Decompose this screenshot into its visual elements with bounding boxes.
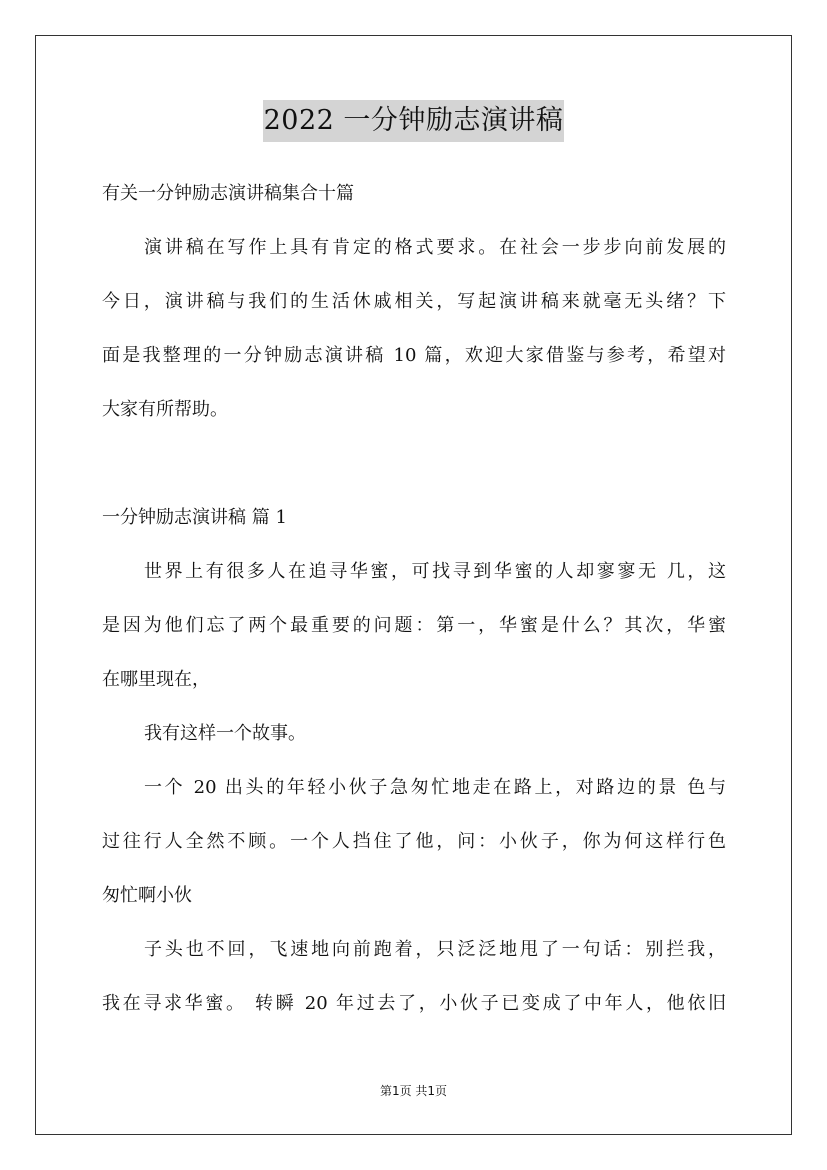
paragraph3-line-1: 一个 20 出头的年轻小伙子急匆忙地走在路上，对路边的景 色与	[144, 777, 726, 798]
document-title: 2022 一分钟励志演讲稿	[263, 100, 565, 142]
intro-line-2: 今日，演讲稿与我们的生活休戚相关，写起演讲稿来就毫无头绪？下	[102, 291, 726, 312]
page-number: 第1页 共1页	[379, 1084, 448, 1098]
paragraph1-line-3: 在哪里现在，	[102, 669, 210, 690]
paragraph1-line-1: 世界上有很多人在追寻华蜜，可找寻到华蜜的人却寥寥无 几，这	[144, 561, 726, 582]
paragraph2: 我有这样一个故事。	[144, 723, 306, 744]
intro-line-3: 面是我整理的一分钟励志演讲稿 10 篇，欢迎大家借鉴与参考，希望对	[102, 345, 726, 366]
intro-line-1: 演讲稿在写作上具有肯定的格式要求。在社会一步步向前发展的	[144, 237, 726, 258]
paragraph4-line-2: 我在寻求华蜜。 转瞬 20 年过去了，小伙子已变成了中年人，他依旧	[102, 993, 726, 1014]
document-title-wrap	[0, 100, 827, 142]
paragraph1-line-2: 是因为他们忘了两个最重要的问题：第一，华蜜是什么？其次，华蜜	[102, 615, 726, 636]
paragraph3-line-2: 过往行人全然不顾。一个人挡住了他，问：小伙子，你为何这样行色	[102, 831, 726, 852]
section-heading: 一分钟励志演讲稿 篇 1	[102, 507, 287, 528]
paragraph3-line-3: 匆忙啊小伙	[102, 885, 192, 906]
page-footer	[0, 1084, 827, 1098]
paragraph4-line-1: 子头也不回，飞速地向前跑着，只泛泛地甩了一句话：别拦我，	[144, 939, 726, 960]
document-subtitle: 有关一分钟励志演讲稿集合十篇	[102, 183, 354, 204]
intro-line-4: 大家有所帮助。	[102, 399, 228, 420]
